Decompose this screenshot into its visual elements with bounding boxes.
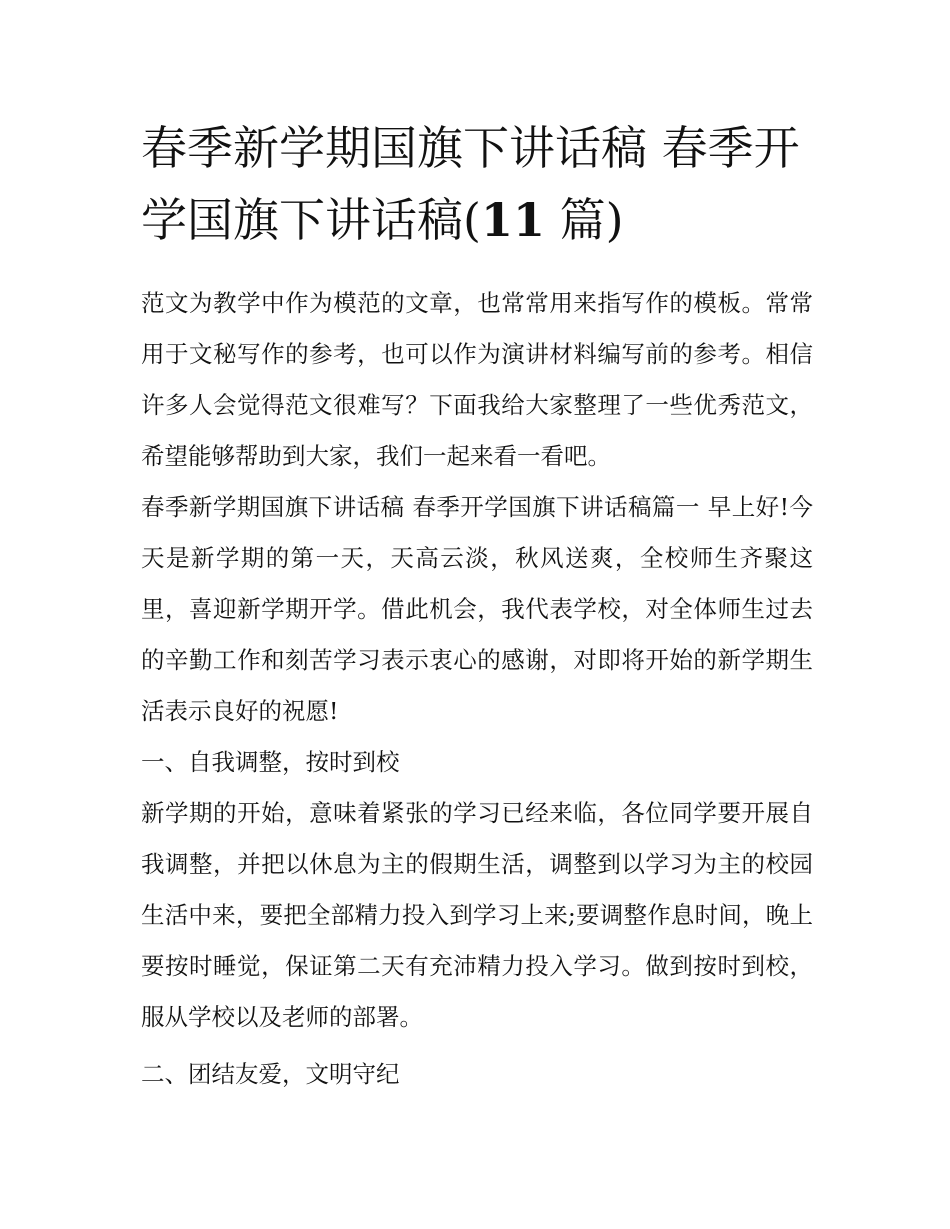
title-text-part2: 篇) <box>544 193 624 247</box>
title-text-part1: 春季新学期国旗下讲话稿 春季开学国旗下讲话稿( <box>141 121 800 247</box>
document-content <box>141 112 813 1100</box>
document-title <box>141 112 813 256</box>
section-1-paragraph: 新学期的开始，意味着紧张的学习已经来临，各位同学要开展自我调整，并把以休息为主的假期生活，调整到以学习为主的校园生活中来，要把全部精力投入到学习上来;要调整作息时间，晚上要按时睡觉，保证第二天有充沛精力投入学习。做到按时到校，服从学校以及老师的部署。 <box>141 799 813 1031</box>
intro-paragraph: 范文为教学中作为模范的文章，也常常用来指写作的模板。常常用于文秘写作的参考，也可以作为演讲材料编写前的参考。相信许多人会觉得范文很难写？下面我给大家整理了一些优秀范文，希望能够帮助到大家，我们一起来看一看吧。 <box>141 289 813 470</box>
speech-opening-paragraph: 春季新学期国旗下讲话稿 春季开学国旗下讲话稿篇一 早上好!今天是新学期的第一天，天高云淡，秋风送爽，全校师生齐聚这里，喜迎新学期开学。借此机会，我代表学校，对全体师生过去的辛勤工作和刻苦学习表示衷心的感谢，对即将开始的新学期生活表示良好的祝愿! <box>141 493 813 725</box>
section-heading-1: 一、自我调整，按时到校 <box>141 748 400 776</box>
title-article-count: 11 <box>480 193 545 247</box>
section-heading-2: 二、团结友爱，文明守纪 <box>141 1060 400 1088</box>
document-body <box>141 278 813 1100</box>
